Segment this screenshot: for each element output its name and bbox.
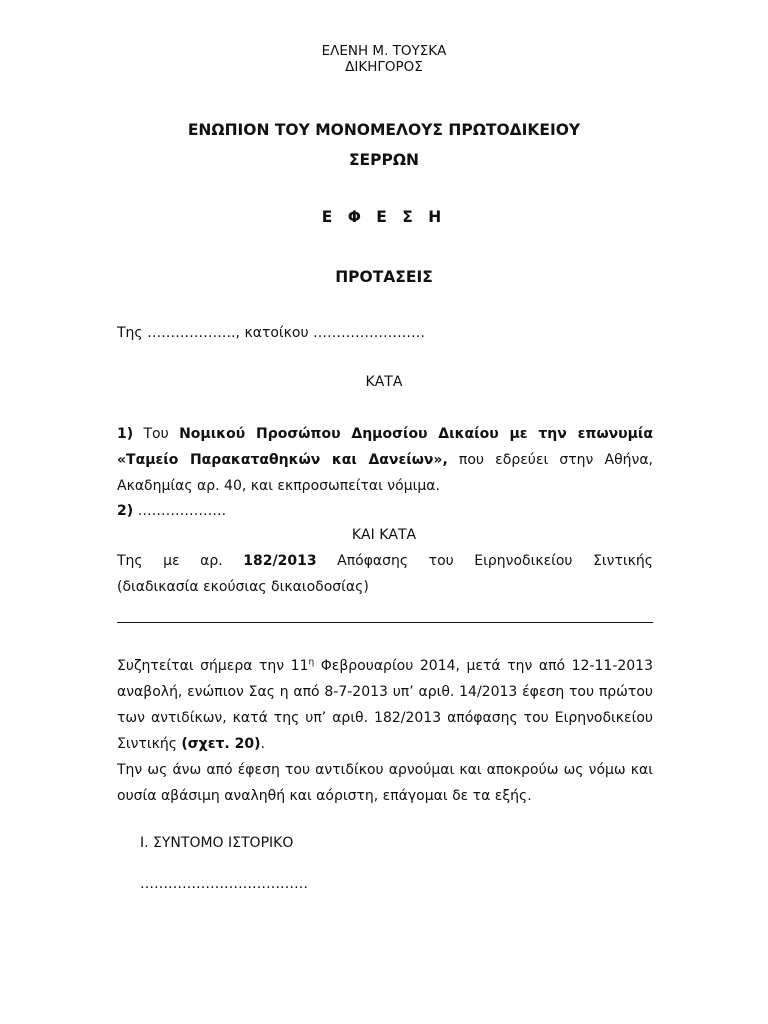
objection-paragraph: Την ως άνω από έφεση του αντιδίκου αρνούμαι και αποκρούω ως νόμω και ουσία αβάσιμη αναληθή και αόριστη, επάγομαι δε τα εξής. — [117, 762, 653, 804]
and-against-heading: ΚΑΙ ΚΑΤΑ — [351, 527, 417, 543]
hearing-text-b: Φεβρουαρίου 2014, μετά την από 12-11-2013 αναβολή, ενώπιον Σας η από 8-7-2013 υπ’ αριθ. 14/2013 έφεση του πρώτου των αντιδίκων, κατά της υπ’ αριθ. 182/2013 απόφασης του Ειρηνοδικείου Σιντικής — [117, 658, 653, 752]
defendant-1-paragraph — [117, 421, 653, 499]
hearing-reference: (σχετ. 20) — [181, 736, 261, 752]
court-line-1: ΕΝΩΠΙΟΝ ΤΟΥ ΜΟΝΟΜΕΛΟΥΣ ΠΡΩΤΟΔΙΚΕΙΟΥ — [187, 121, 581, 139]
court-line-2: ΣΕΡΡΩΝ — [348, 151, 420, 169]
party-line: Της ………………., κατοίκου …………………… — [117, 325, 426, 341]
defendant-1-name: Νομικού Προσώπου Δημοσίου Δικαίου με την επωνυμία «Ταμείο Παρακαταθηκών και Δανείων», — [117, 426, 653, 468]
hearing-text-end: . — [260, 736, 265, 752]
hearing-paragraph — [117, 653, 653, 757]
against-heading: ΚΑΤΑ — [365, 374, 403, 390]
hearing-text-a: Συζητείται σήμερα την 11 — [117, 658, 309, 674]
court-heading — [0, 115, 768, 175]
lawyer-name: ΕΛΕΝΗ Μ. ΤΟΥΣΚΑ — [321, 43, 447, 59]
decision-paragraph — [117, 548, 653, 600]
defendant-2-line — [117, 498, 653, 524]
defendant-1-number: 1) — [117, 426, 134, 442]
letterhead — [0, 43, 768, 75]
lawyer-title: ΔΙΚΗΓΟΡΟΣ — [345, 59, 423, 75]
defendant-1-address: που εδρεύει στην Αθήνα, Ακαδημίας αρ. 40, και εκπροσωπείται νόμιμα. — [117, 452, 654, 494]
defendant-1-pre: Του — [133, 426, 180, 442]
section-heading: Ι. ΣΥΝΤΟΜΟ ΙΣΤΟΡΙΚΟ — [140, 835, 294, 851]
decision-post: Απόφασης του Ειρηνοδικείου Σιντικής — [316, 553, 653, 569]
defendant-2-number: 2) — [117, 503, 134, 519]
decision-pre: Της με αρ. — [117, 553, 244, 569]
decision-line-1 — [117, 548, 653, 574]
horizontal-divider — [117, 622, 653, 623]
decision-number: 182/2013 — [243, 553, 317, 569]
section-placeholder-dots: ……………………………… — [140, 876, 308, 892]
decision-line-2: (διαδικασία εκούσιας δικαιοδοσίας) — [117, 579, 369, 595]
hearing-ordinal-suffix: η — [308, 657, 315, 668]
document-type: Ε Φ Ε Σ Η — [321, 208, 447, 226]
defendant-2-text: ………………. — [133, 503, 227, 519]
document-subtype: ΠΡΟΤΑΣΕΙΣ — [335, 268, 433, 286]
